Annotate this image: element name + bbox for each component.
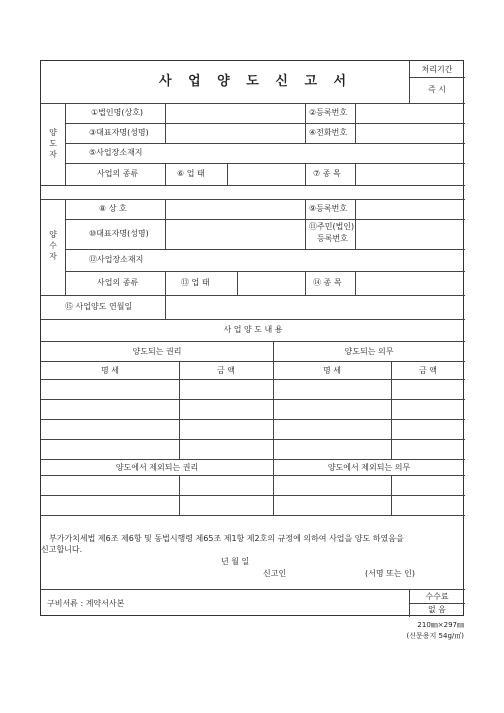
- content-header: 사 업 양 도 내 용: [223, 325, 283, 334]
- transferee-label: 양 수 자: [49, 230, 57, 261]
- transferee-biz-category-label: ⑬ 업 태: [181, 278, 210, 287]
- excluded-rights-header: 양도에서 제외되는 권리: [115, 463, 199, 472]
- transfer-date-label: ⑮ 사업양도 연월일: [65, 302, 133, 311]
- form-frame: [40, 60, 464, 616]
- statement-line-1: 부가가치세법 제6조 제6항 및 동법시행령 제65조 제1항 제2호의 규정에 의하여 사업을 양도 하였음을: [49, 534, 404, 543]
- declarant-label: 신고인: [263, 569, 287, 578]
- attachments-label: 구비서류 : 계약서사본: [47, 599, 125, 608]
- excluded-duties-header: 양도에서 제외되는 의무: [327, 463, 411, 472]
- date-line: 년 월 일: [221, 557, 250, 566]
- transferor-label: 양 도 자: [49, 128, 57, 159]
- duties-header: 양도되는 의무: [344, 347, 394, 356]
- rights-header: 양도되는 권리: [132, 347, 182, 356]
- transferee-resident-no-label-1: ⑪주민(법인): [309, 222, 355, 231]
- transferor-reg-no-label: ②등록번호: [309, 108, 348, 117]
- sign-label: (서명 또는 인): [365, 569, 415, 578]
- col-desc-duties: 명 세: [323, 366, 341, 375]
- transferee-address-label: ⑫사업장소재지: [89, 255, 144, 264]
- fee-label: 수수료: [425, 592, 449, 601]
- col-desc-rights: 명 세: [101, 366, 119, 375]
- transferee-reg-no-label: ⑨등록번호: [309, 204, 348, 213]
- transferee-rep-label: ⑩대표자명(성명): [89, 229, 149, 238]
- transferee-resident-no-label-2: 등록번호: [317, 234, 348, 243]
- processing-value: 즉 시: [428, 85, 446, 94]
- transferor-rep-label: ③대표자명(성명): [89, 128, 149, 137]
- transferor-phone-label: ④전화번호: [309, 128, 348, 137]
- paper-note: (신문용지 54g/㎡): [406, 632, 464, 640]
- transferor-biz-type-label: 사업의 종류: [97, 169, 139, 178]
- form-title: 사 업 양 도 신 고 서: [159, 74, 353, 89]
- transferee-corp-name-label: ⑧ 상 호: [99, 204, 127, 213]
- transferee-biz-item-label: ⑭ 종 목: [313, 278, 342, 287]
- statement-line-2: 신고합니다.: [41, 545, 83, 554]
- col-amount-rights: 금 액: [217, 366, 235, 375]
- transferor-address-label: ⑤사업장소재지: [89, 148, 143, 157]
- transferor-biz-item-label: ⑦ 종 목: [313, 169, 341, 178]
- processing-label: 처리기간: [421, 65, 453, 74]
- transferor-biz-category-label: ⑥ 업 태: [177, 169, 205, 178]
- col-amount-duties: 금 액: [419, 366, 437, 375]
- fee-value: 없 음: [428, 605, 446, 614]
- transferor-corp-name-label: ①법인명(상호): [91, 108, 144, 117]
- transferee-biz-type-label: 사업의 종류: [97, 278, 139, 287]
- size-note: 210㎜×297㎜: [417, 621, 464, 629]
